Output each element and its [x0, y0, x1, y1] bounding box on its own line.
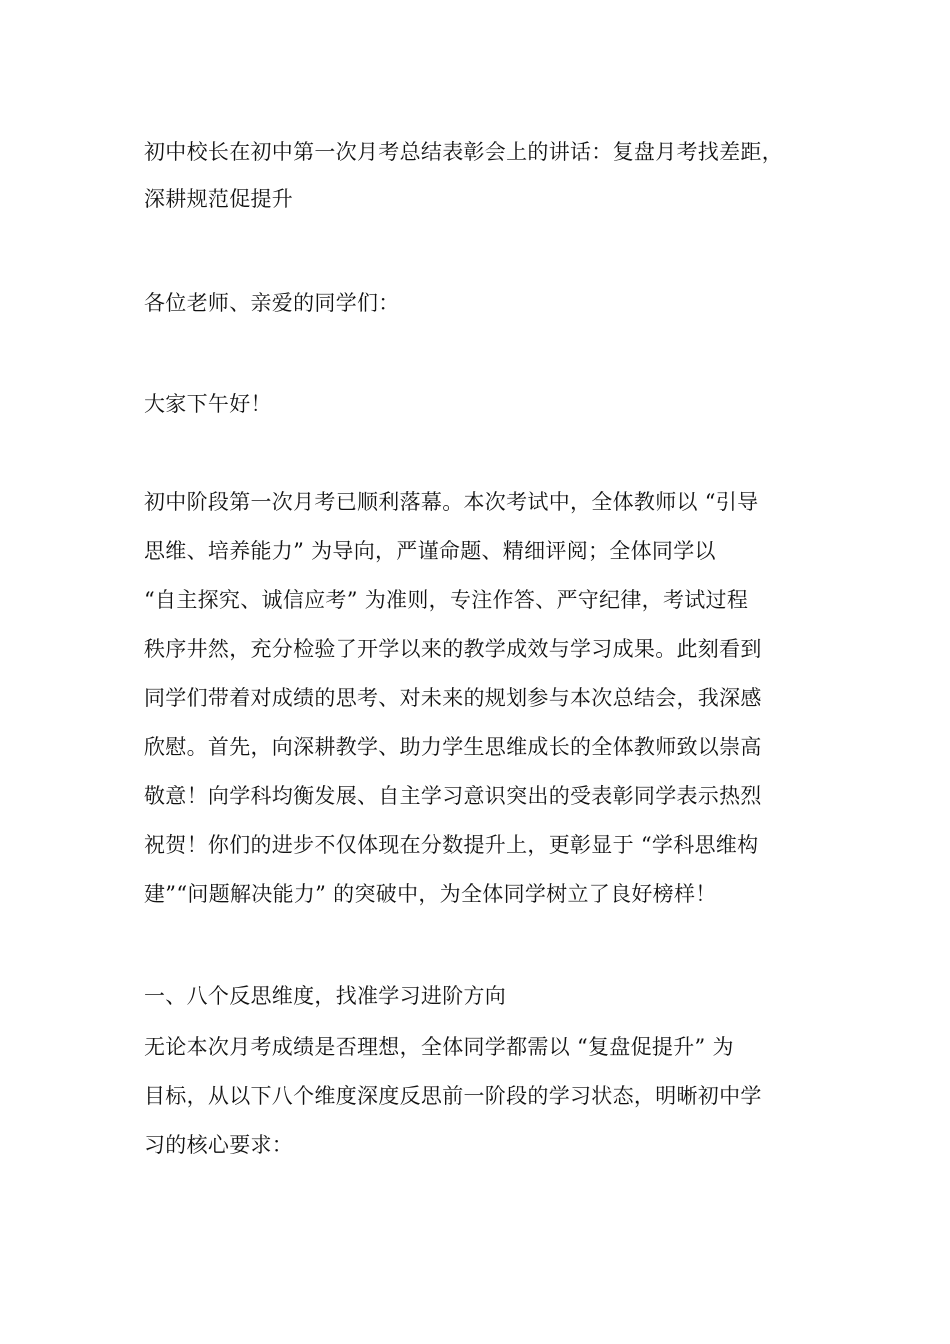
section-heading: 一、八个反思维度，找准学习进阶方向: [144, 984, 507, 1008]
intro-line-2: 思维、培养能力” 为导向，严谨命题、精细评阅；全体同学以: [144, 539, 716, 563]
intro-line-3: “自主探究、诚信应考” 为准则，专注作答、严守纪律，考试过程: [144, 588, 749, 612]
title-line-1: 初中校长在初中第一次月考总结表彰会上的讲话：复盘月考找差距，: [144, 140, 783, 164]
section-line-2: 目标，从以下八个维度深度反思前一阶段的学习状态，明晰初中学: [144, 1084, 762, 1108]
intro-line-4: 秩序井然，充分检验了开学以来的教学成效与学习成果。此刻看到: [144, 637, 762, 661]
intro-line-8: 祝贺！你们的进步不仅体现在分数提升上，更彰显于 “学科思维构: [144, 833, 759, 857]
salutation: 各位老师、亲爱的同学们：: [144, 291, 400, 315]
greeting: 大家下午好！: [144, 392, 272, 416]
section-line-3: 习的核心要求：: [144, 1133, 294, 1157]
title-line-2: 深耕规范促提升: [144, 187, 294, 211]
intro-line-9: 建”“问题解决能力” 的突破中，为全体同学树立了良好榜样！: [144, 882, 717, 906]
intro-line-5: 同学们带着对成绩的思考、对未来的规划参与本次总结会，我深感: [144, 686, 762, 710]
section-line-1: 无论本次月考成绩是否理想，全体同学都需以 “复盘促提升” 为: [144, 1035, 734, 1059]
intro-line-7: 敬意！向学科均衡发展、自主学习意识突出的受表彰同学表示热烈: [144, 784, 762, 808]
intro-line-6: 欣慰。首先，向深耕教学、助力学生思维成长的全体教师致以崇高: [144, 735, 762, 759]
intro-line-1: 初中阶段第一次月考已顺利落幕。本次考试中，全体教师以 “引导: [144, 490, 759, 514]
